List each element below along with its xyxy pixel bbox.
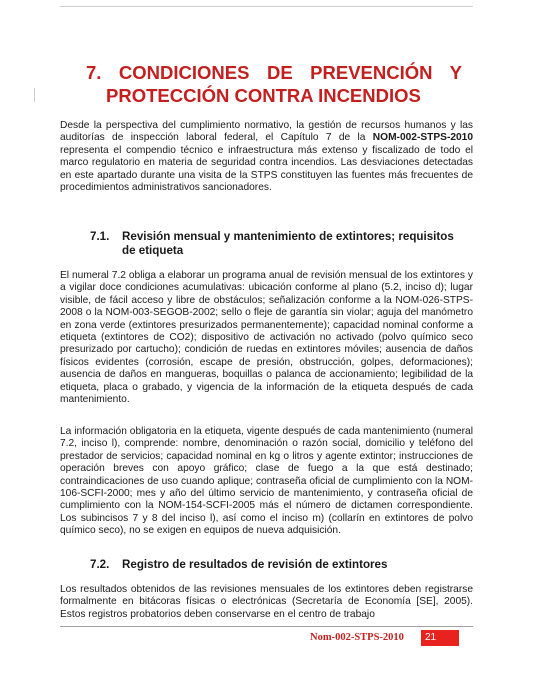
section-number: 7.2.	[90, 558, 110, 571]
section-heading-7-1	[90, 230, 470, 257]
section-7-1-paragraph-1: El numeral 7.2 obliga a elaborar un programa anual de revisión mensual de los extintores y a vigilar doce condiciones acumulativas: ubicación conforme al plano (5.2, inciso d); lugar visible, de fácil acceso y libre de obstáculos; señalización conforme a la NOM-026-STPS-2008 o la NOM-003-SEGOB-2002; sello o fleje de garantía sin violar; aguja del manómetro en zona verde (extintores presurizados permanentemente); capacidad nominal conforme a etiqueta (extintores de CO2); dispositivo de activación no activado (polvo químico seco presurizado por cartucho); condición de ruedas en extintores móviles; ausencia de daños físicos evidentes (corrosión, escape de presión, obstrucción, golpes, deformaciones); ausencia de daños en mangueras, boquillas o palanca de accionamiento; legibilidad de la etiqueta, placa o grabado, y vigencia de la información de la etiqueta después de cada mantenimiento.	[60, 270, 473, 406]
chapter-title-line1: 7. CONDICIONES DE PREVENCIÓN Y	[86, 62, 462, 83]
section-number: 7.1.	[90, 230, 110, 243]
section-7-1-paragraph-2: La información obligatoria en la etiqueta, vigente después de cada mantenimiento (numeral 7.2, inciso l), comprende: nombre, denominación o razón social, domicilio y teléfono del prestador de servicios; capacidad nominal en kg o litros y agente extintor; instrucciones de operación breves con apoyo gráfico; clase de fuego a la que está destinado; contraindicaciones de uso cuando aplique; contraseña oficial de cumplimiento con la NOM-106-SCFI-2000; mes y año del último servicio de mantenimiento, y contraseña oficial de cumplimiento con la NOM-154-SCFI-2005 más el número de dictamen correspondiente. Los subincisos 7 y 8 del inciso l), así como el inciso m) (collarín en extintores de polvo químico seco), no se exigen en equipos de nueva adquisición.	[60, 426, 473, 537]
top-divider	[60, 6, 473, 7]
chapter-title-line2: PROTECCIÓN CONTRA INCENDIOS	[106, 85, 421, 106]
section-heading-7-2	[90, 558, 470, 572]
margin-mark	[34, 88, 35, 102]
intro-norm-reference: NOM-002-STPS-2010	[372, 132, 473, 144]
footer-divider	[60, 626, 473, 627]
intro-paragraph	[60, 120, 473, 194]
section-title: Registro de resultados de revisión de extintores	[122, 558, 388, 571]
page-number: 21	[421, 630, 459, 646]
section-7-2-paragraph-1: Los resultados obtenidos de las revisiones mensuales de los extintores deben registrarse formalmente en bitácoras físicas o electrónicas (Secretaría de Economía [SE], 2005). Estos registros probatorios deben conservarse en el centro de trabajo	[60, 584, 473, 620]
intro-text: Desde la perspectiva del cumplimiento normativo, la gestión de recursos humanos y las auditorías de inspección laboral federal, el Capítulo 7 de la	[60, 120, 473, 144]
intro-text-rest: representa el compendio técnico e infraestructura más extenso y fiscalizado de todo el marco regulatorio en materia de seguridad contra incendios. Las desviaciones detectadas en este apartado durante una visita de la STPS constituyen las fuentes más frecuentes de procedimientos administrativos sancionadores.	[60, 144, 473, 194]
section-title: Revisión mensual y mantenimiento de extintores; requisitos de etiqueta	[122, 230, 454, 257]
footer-norm-label: Nom-002-STPS-2010	[310, 632, 404, 643]
